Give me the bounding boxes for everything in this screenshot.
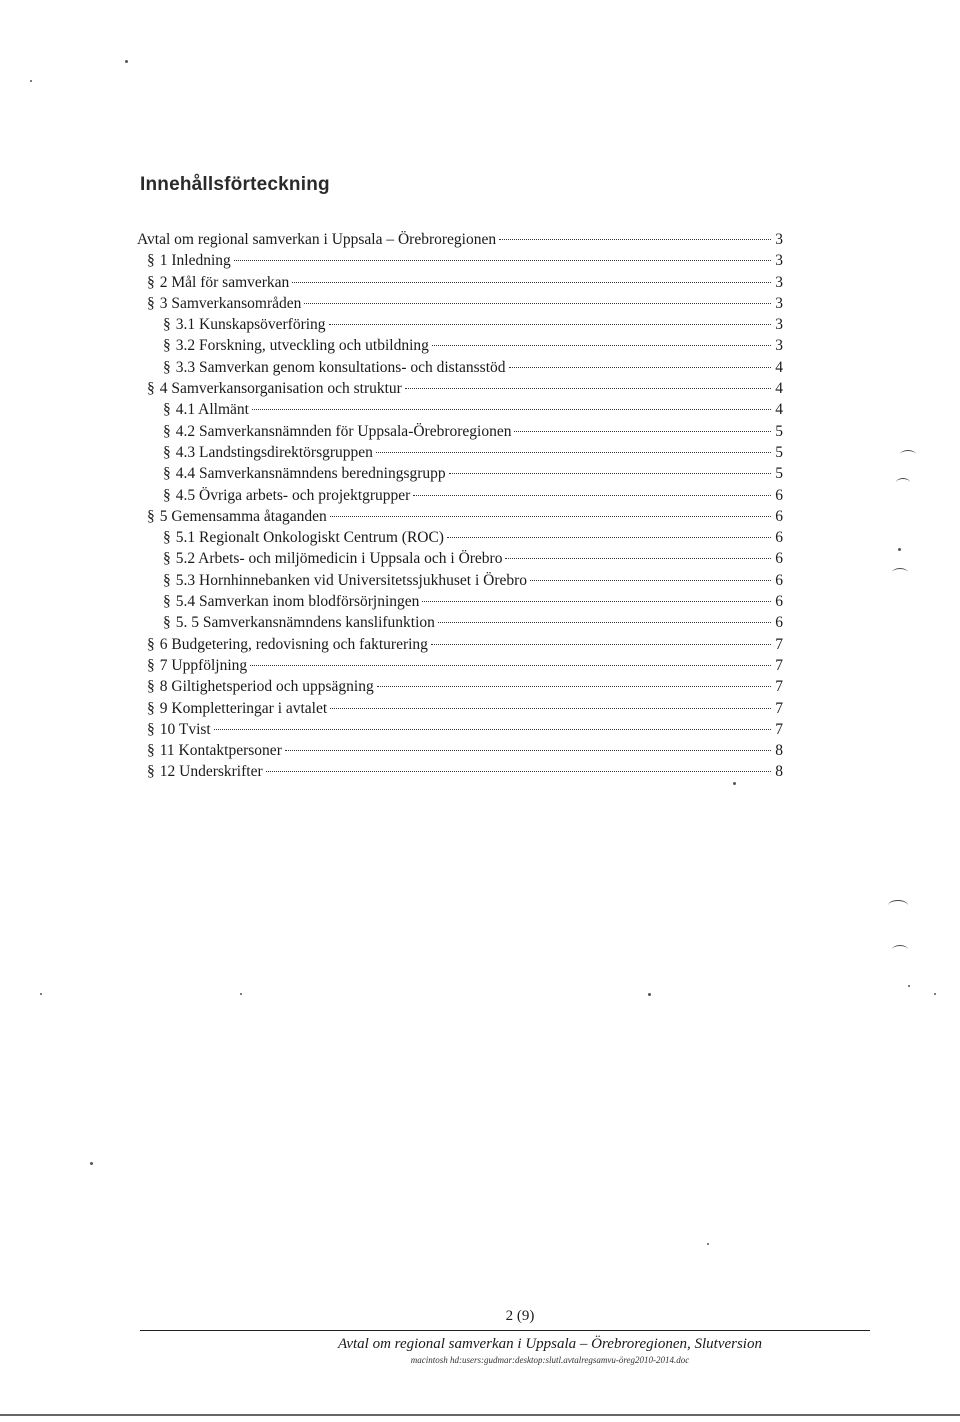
toc-entry-text: 3.1 Kunskapsöverföring [175,316,326,334]
toc-entry-text: 12 Underskrifter [159,763,263,781]
toc-entry [137,229,783,250]
toc-entry-text: 4 Samverkansorganisation och struktur [159,380,402,398]
toc-entry-page: 6 [775,571,783,589]
toc-entry [137,570,783,591]
toc-entry-label [163,527,444,548]
footer-file-path: macintosh hd:users:gudmar:desktop:slutl.avtalregsamvu-öreg2010-2014.doc [410,1355,690,1365]
scan-mark [892,945,908,954]
toc-entry-page: 7 [775,656,783,674]
toc-entry-text: 4.4 Samverkansnämndens beredningsgrupp [175,465,446,483]
section-symbol: § [147,720,155,738]
section-symbol: § [147,656,155,674]
section-symbol: § [147,294,155,312]
section-symbol: § [163,571,171,589]
toc-entry-label [147,506,327,527]
toc-entry-label [147,272,289,293]
scan-bottom-edge [0,1414,960,1416]
section-symbol: § [163,529,171,547]
toc-entry [137,761,783,782]
section-symbol: § [147,252,155,270]
toc-entry-label [147,378,402,399]
toc-entry-page: 7 [775,720,783,738]
toc-entry [137,314,783,335]
dot-leader [252,409,771,410]
toc-entry-page: 3 [775,273,783,291]
toc-entry-text: 10 Tvist [159,720,211,738]
section-symbol: § [147,763,155,781]
toc-entry-page: 3 [775,294,783,312]
toc-heading: Innehållsförteckning [140,174,330,195]
toc-entry-page: 3 [775,316,783,334]
toc-entry-label [163,485,410,506]
toc-entry-label [163,335,429,356]
dot-leader [499,239,771,240]
toc-entry-page: 6 [775,550,783,568]
dot-leader [377,686,771,687]
toc-entry [137,634,783,655]
toc-entry [137,293,783,314]
dot-leader [530,580,771,581]
toc-entry-page: 8 [775,763,783,781]
toc-entry [137,272,783,293]
toc-entry-text: 4.2 Samverkansnämnden för Uppsala-Örebroregionen [175,422,512,440]
dot-leader [432,345,771,346]
toc-entry-page: 4 [775,380,783,398]
dot-leader [376,452,771,453]
toc-entry-page: 6 [775,486,783,504]
dot-leader [330,708,771,709]
toc-entry-text: 3 Samverkansområden [159,294,302,312]
scan-speck [934,993,936,995]
toc-entry [137,740,783,761]
section-symbol: § [147,678,155,696]
scan-speck [125,60,128,63]
toc-entry [137,698,783,719]
scan-speck [240,993,242,995]
section-symbol: § [163,358,171,376]
toc-entry-text: 8 Giltighetsperiod och uppsägning [159,678,374,696]
toc-entry-page: 4 [775,401,783,419]
section-symbol: § [147,507,155,525]
dot-leader [431,644,771,645]
toc-entry [137,506,783,527]
toc-entry-label [147,740,282,761]
toc-entry-label [163,463,446,484]
dot-leader [413,495,771,496]
section-symbol: § [147,380,155,398]
section-symbol: § [163,422,171,440]
toc-entry-label [147,719,211,740]
scan-speck [90,1162,93,1165]
toc-entry [137,378,783,399]
scan-speck [40,993,42,995]
toc-entry-label [147,761,263,782]
section-symbol: § [147,699,155,717]
toc-entry-text: 3.2 Forskning, utveckling och utbildning [175,337,429,355]
toc-entry [137,463,783,484]
toc-entry [137,548,783,569]
toc-entry-page: 3 [775,252,783,270]
toc-entry-label [163,421,511,442]
toc-entry-text: 11 Kontaktpersoner [159,742,282,760]
toc-entry-label [163,612,435,633]
dot-leader [438,622,771,623]
toc-entry [137,655,783,676]
dot-leader [234,260,771,261]
toc-entry-label [147,293,301,314]
toc-entry-text: 1 Inledning [159,252,231,270]
dot-leader [266,771,771,772]
toc-entry-page: 7 [775,699,783,717]
toc-entry-text: 7 Uppföljning [159,656,248,674]
section-symbol: § [147,635,155,653]
toc-entry [137,335,783,356]
dot-leader [329,324,771,325]
dot-leader [405,388,771,389]
toc-entry-page: 5 [775,443,783,461]
toc-entry [137,442,783,463]
dot-leader [505,558,771,559]
dot-leader [509,367,771,368]
section-symbol: § [163,550,171,568]
scan-speck [733,782,736,785]
toc-entry-text: 5.1 Regionalt Onkologiskt Centrum (ROC) [175,529,444,547]
toc-entry [137,527,783,548]
section-symbol: § [163,443,171,461]
toc-entry-page: 6 [775,593,783,611]
toc-entry-text: 4.1 Allmänt [175,401,249,419]
toc-entry [137,612,783,633]
toc-entry-text: Avtal om regional samverkan i Uppsala – Örebroregionen [137,231,497,248]
toc-entry-page: 7 [775,635,783,653]
toc-entry-label [147,698,327,719]
scan-speck [898,548,901,551]
dot-leader [214,729,771,730]
toc-entry [137,250,783,271]
toc-entry-text: 4.3 Landstingsdirektörsgruppen [175,443,373,461]
section-symbol: § [163,593,171,611]
toc-entry [137,421,783,442]
dot-leader [292,282,771,283]
toc-entry-page: 7 [775,678,783,696]
toc-entry [137,485,783,506]
toc-entry-label [147,250,231,271]
toc-entry-text: 9 Kompletteringar i avtalet [159,699,328,717]
toc-entry-text: 5.3 Hornhinnebanken vid Universitetssjukhuset i Örebro [175,571,528,589]
dot-leader [422,601,771,602]
toc-entry-text: 5.2 Arbets- och miljömedicin i Uppsala och i Örebro [175,550,503,568]
toc-entry-page: 8 [775,742,783,760]
toc-entry-text: 4.5 Övriga arbets- och projektgrupper [175,486,411,504]
toc-entry-label [137,229,496,250]
table-of-contents [137,229,783,783]
toc-entry-label [163,591,419,612]
section-symbol: § [163,401,171,419]
toc-entry-page: 5 [775,422,783,440]
toc-entry [137,399,783,420]
toc-entry-label [147,676,374,697]
scan-speck [648,993,651,996]
dot-leader [304,303,771,304]
scan-speck [707,1243,709,1245]
toc-entry-label [147,634,428,655]
scan-mark [892,568,908,577]
page-number: 2 (9) [505,1308,535,1324]
toc-entry-page: 5 [775,465,783,483]
scan-speck [30,80,32,82]
toc-entry-label [163,314,326,335]
toc-entry-page: 6 [775,529,783,547]
scan-mark [900,450,916,459]
toc-entry-label [163,399,249,420]
toc-entry [137,719,783,740]
scan-speck [908,985,910,987]
footer-title: Avtal om regional samverkan i Uppsala – Örebroregionen, Slutversion [338,1336,762,1352]
dot-leader [449,473,771,474]
toc-entry-label [163,548,502,569]
toc-entry-label [147,655,247,676]
toc-entry-text: 3.3 Samverkan genom konsultations- och distansstöd [175,358,506,376]
section-symbol: § [147,273,155,291]
dot-leader [514,431,771,432]
toc-entry-label [163,570,527,591]
footer-divider [140,1330,870,1331]
toc-entry-text: 6 Budgetering, redovisning och fakturering [159,635,428,653]
toc-entry-text: 2 Mål för samverkan [159,273,290,291]
section-symbol: § [163,614,171,632]
section-symbol: § [163,337,171,355]
scan-mark [888,900,908,911]
dot-leader [285,750,771,751]
toc-entry-page: 6 [775,614,783,632]
toc-entry-page: 6 [775,507,783,525]
toc-entry-text: 5. 5 Samverkansnämndens kanslifunktion [175,614,435,632]
toc-entry-label [163,357,506,378]
dot-leader [250,665,771,666]
toc-entry-page: 3 [775,231,783,248]
toc-entry-page: 3 [775,337,783,355]
dot-leader [447,537,771,538]
toc-entry-label [163,442,373,463]
toc-entry [137,676,783,697]
toc-entry [137,357,783,378]
section-symbol: § [147,742,155,760]
section-symbol: § [163,465,171,483]
section-symbol: § [163,316,171,334]
section-symbol: § [163,486,171,504]
toc-entry-text: 5 Gemensamma åtaganden [159,507,327,525]
toc-entry [137,591,783,612]
toc-entry-text: 5.4 Samverkan inom blodförsörjningen [175,593,420,611]
dot-leader [330,516,771,517]
scan-mark [896,478,910,487]
toc-entry-page: 4 [775,358,783,376]
